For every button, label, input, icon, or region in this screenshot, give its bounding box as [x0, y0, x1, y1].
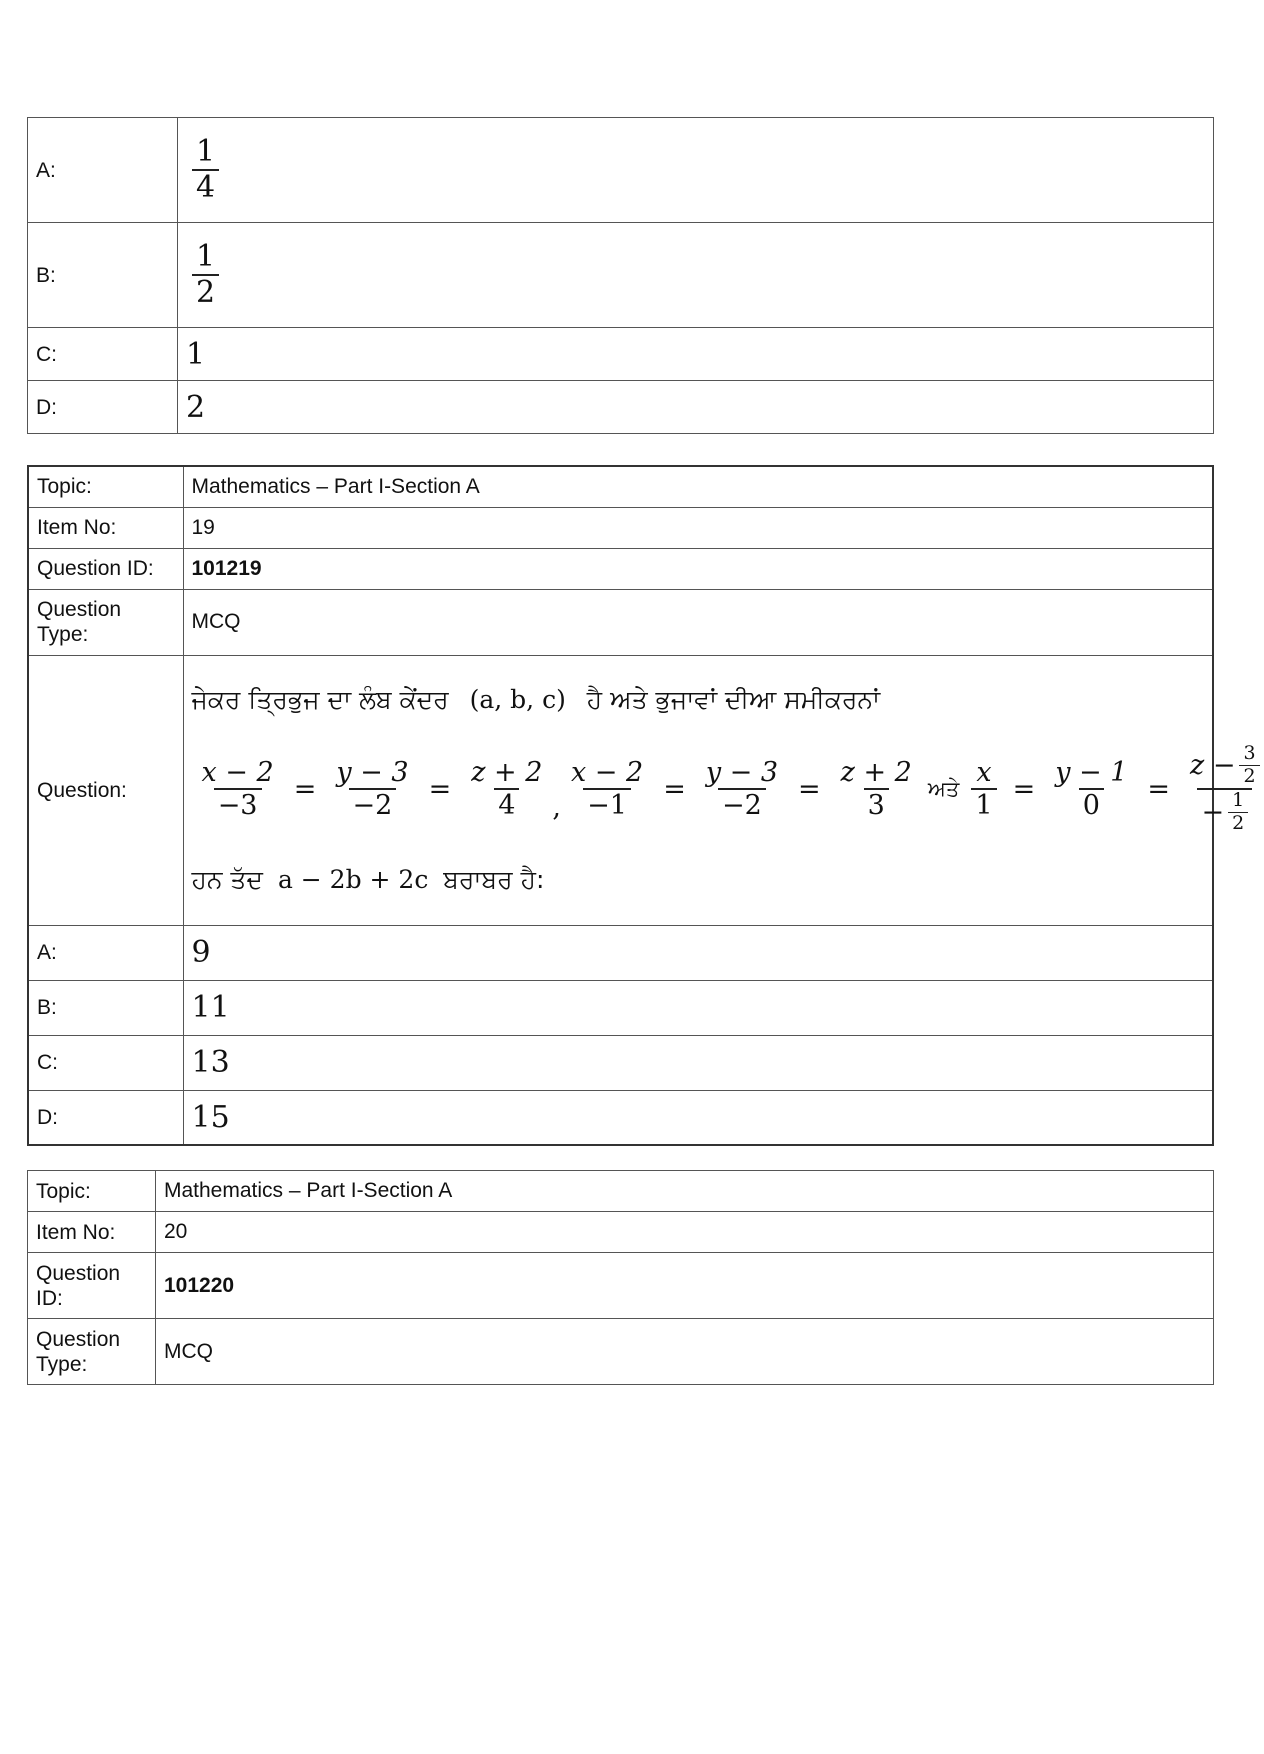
denominator: 1 [971, 788, 996, 821]
option-row [28, 223, 1214, 328]
equations-line [192, 742, 1256, 834]
question-type-row [28, 589, 1213, 655]
fraction [567, 757, 647, 821]
label-line: Type: [36, 1352, 88, 1376]
option-label: D: [28, 381, 178, 434]
label-line: Type: [37, 623, 89, 646]
question-id-row [28, 1253, 1214, 1319]
label-line: Question [36, 1261, 121, 1285]
question-label: Question: [28, 655, 183, 925]
option-row [28, 1035, 1213, 1090]
option-label: D: [28, 1090, 183, 1145]
question-body [183, 655, 1256, 925]
equals-sign: = [293, 773, 317, 805]
question-line-1 [192, 685, 1205, 715]
denominator: 4 [192, 169, 219, 206]
option-label: B: [28, 223, 178, 328]
topic-label: Topic: [28, 1171, 156, 1212]
fraction [1186, 743, 1264, 834]
item-row [28, 1212, 1214, 1253]
equals-sign: = [798, 773, 821, 805]
option-value: 15 [183, 1090, 1213, 1145]
question-19-table [27, 465, 1256, 1146]
denominator: −2 [349, 788, 397, 821]
question-type-value: MCQ [183, 589, 1213, 655]
numerator: 1 [196, 133, 216, 169]
item-label: Item No: [28, 1212, 156, 1253]
fraction [467, 757, 546, 821]
numerator [1186, 743, 1264, 788]
option-value [178, 223, 1214, 328]
option-label: C: [28, 1035, 183, 1090]
denominator: 4 [494, 788, 519, 821]
fraction [837, 757, 916, 821]
fraction [332, 757, 412, 821]
numerator: 1 [1232, 789, 1245, 811]
equals-sign: = [1147, 773, 1171, 805]
fraction [198, 757, 278, 821]
fraction [1239, 743, 1259, 788]
item-value: 20 [156, 1212, 1214, 1253]
denominator [1197, 788, 1252, 835]
label-line: ID: [36, 1286, 63, 1310]
punjabi-text: ਹੈ ਅਤੇ ਭੁਜਾਵਾਂ ਦੀਆ ਸਮੀਕਰਨਾਂ [586, 685, 881, 715]
topic-value: Mathematics – Part I-Section A [183, 466, 1213, 507]
option-row [28, 118, 1214, 223]
option-value: 13 [183, 1035, 1213, 1090]
question-row [28, 655, 1213, 925]
denominator: 0 [1079, 788, 1104, 821]
numerator: y − 1 [1055, 756, 1128, 788]
topic-row [28, 466, 1213, 507]
option-value: 9 [183, 925, 1213, 980]
denominator: −1 [583, 788, 631, 821]
option-label: C: [28, 328, 178, 381]
question-20-table [27, 1170, 1214, 1385]
item-value: 19 [183, 507, 1213, 548]
minus-sign: − [1201, 796, 1225, 828]
fraction [1051, 757, 1131, 821]
punjabi-text: ਬਰਾਬਰ ਹੈ: [443, 864, 545, 894]
fraction [702, 757, 782, 821]
punjabi-and: ਅਤੇ [927, 776, 960, 801]
fraction [1228, 790, 1248, 835]
question-type-label [28, 589, 183, 655]
question-id-value: 101219 [183, 548, 1213, 589]
numerator: z + 2 [840, 756, 912, 788]
option-row [28, 980, 1213, 1035]
option-row [28, 925, 1213, 980]
fraction [192, 135, 219, 206]
equals-sign: = [663, 773, 686, 805]
option-value: 1 [178, 328, 1214, 381]
denominator: 2 [192, 274, 219, 311]
fraction [192, 240, 219, 311]
expression: a − 2b + 2c [277, 864, 429, 894]
question-id-label: Question ID: [28, 548, 183, 589]
option-value: 2 [178, 381, 1214, 434]
numerator: x [976, 756, 992, 788]
equals-sign: = [428, 773, 452, 805]
numerator: 1 [196, 238, 216, 274]
question-line-3 [192, 865, 1205, 895]
denominator: 3 [864, 788, 889, 821]
question-type-value: MCQ [156, 1319, 1214, 1385]
numerator: y − 3 [336, 756, 409, 788]
comma: , [552, 791, 561, 823]
option-value [178, 118, 1214, 223]
fraction [971, 757, 996, 821]
question-id-value: 101220 [156, 1253, 1214, 1319]
option-row [28, 328, 1214, 381]
denominator: −3 [214, 788, 262, 821]
label-line: Question [37, 598, 122, 621]
topic-value: Mathematics – Part I-Section A [156, 1171, 1214, 1212]
option-label: A: [28, 118, 178, 223]
option-value: 11 [183, 980, 1213, 1035]
numerator: x − 2 [570, 756, 644, 788]
option-label: B: [28, 980, 183, 1035]
label-line: Question [36, 1327, 121, 1351]
denominator: 2 [1228, 812, 1248, 835]
question-id-label [28, 1253, 156, 1319]
numerator: y − 3 [705, 756, 779, 788]
numerator-text: z − [1190, 750, 1236, 782]
option-row [28, 1090, 1213, 1145]
orthocentre-point: (a, b, c) [469, 685, 566, 715]
question-type-label [28, 1319, 156, 1385]
option-label: A: [28, 925, 183, 980]
item-label: Item No: [28, 507, 183, 548]
numerator: x − 2 [201, 756, 274, 788]
question-type-row [28, 1319, 1214, 1385]
option-row [28, 381, 1214, 434]
denominator: 2 [1239, 765, 1259, 788]
punjabi-text: ਹਨ ਤੱਦ [191, 864, 263, 894]
previous-options-table [27, 117, 1214, 434]
equals-sign: = [1012, 773, 1036, 805]
topic-row [28, 1171, 1214, 1212]
numerator: z + 2 [471, 756, 543, 788]
topic-label: Topic: [28, 466, 183, 507]
item-row [28, 507, 1213, 548]
question-id-row [28, 548, 1213, 589]
denominator: −2 [718, 788, 766, 821]
numerator: 3 [1243, 742, 1256, 765]
punjabi-text: ਜੇਕਰ ਤ੍ਰਿਭੁਜ ਦਾ ਲੰਬ ਕੇਂਦਰ [191, 685, 449, 715]
